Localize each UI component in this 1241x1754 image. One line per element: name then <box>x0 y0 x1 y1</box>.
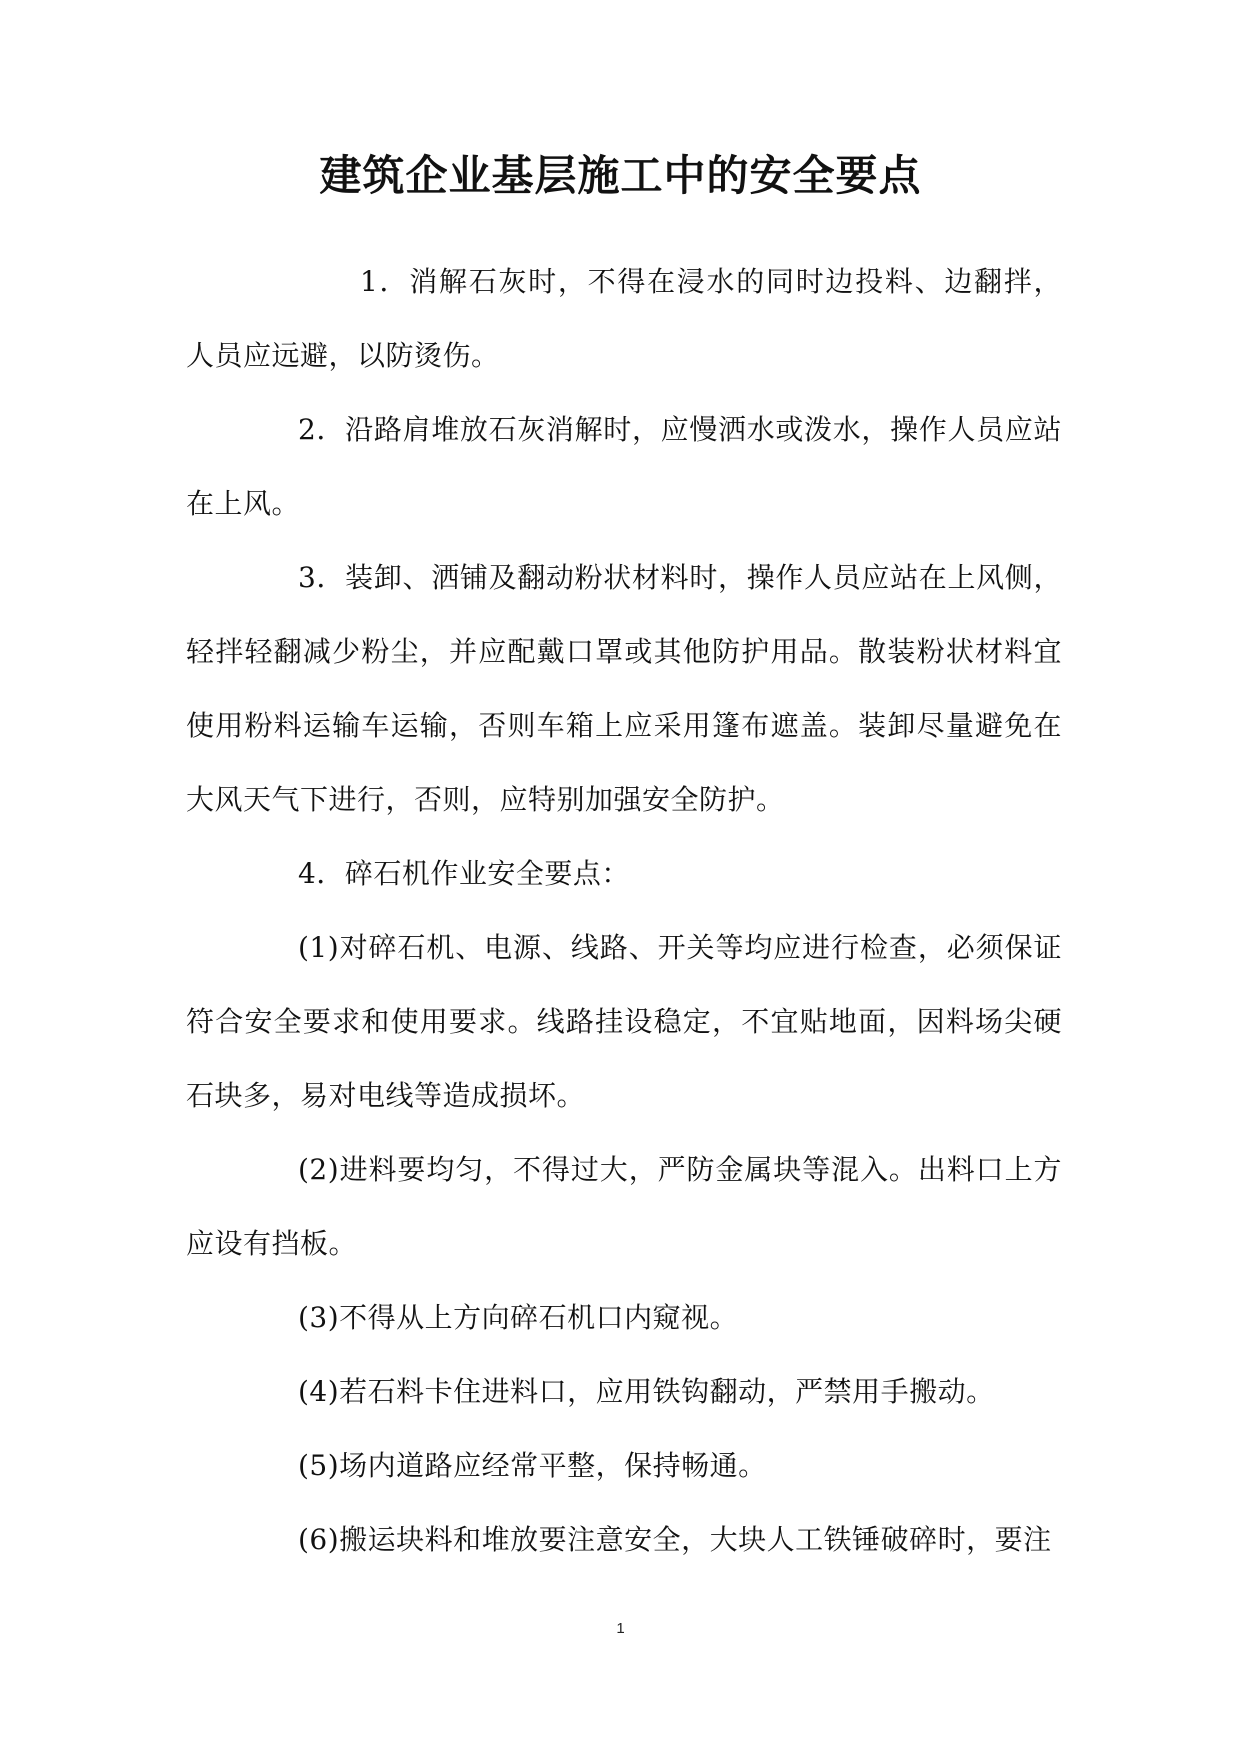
paragraph-4-2: (2)进料要均匀，不得过大，严防金属块等混入。出料口上方应设有挡板。 <box>186 1153 1062 1260</box>
paragraph-4-5: (5)场内道路应经常平整，保持畅通。 <box>298 1449 767 1482</box>
page-number: 1 <box>616 1620 625 1637</box>
paragraph-4-1: (1)对碎石机、电源、线路、开关等均应进行检查，必须保证符合安全要求和使用要求。线路挂设稳定，不宜贴地面，因料场尖硬石块多，易对电线等造成损坏。 <box>186 931 1062 1112</box>
paragraph-4-6: (6)搬运块料和堆放要注意安全，大块人工铁锤破碎时，要注 <box>298 1523 1052 1556</box>
paragraph-3: 3．装卸、洒铺及翻动粉状材料时，操作人员应站在上风侧，轻拌轻翻减少粉尘，并应配戴口罩或其他防护用品。散装粉状材料宜使用粉料运输车运输，否则车箱上应采用篷布遮盖。装卸尽量避免在大风天气下进行，否则，应特别加强安全防护。 <box>186 561 1062 816</box>
paragraph-4-3: (3)不得从上方向碎石机口内窥视。 <box>298 1301 739 1334</box>
paragraph-4: 4．碎石机作业安全要点： <box>298 857 630 890</box>
document-title: 建筑企业基层施工中的安全要点 <box>319 151 922 200</box>
paragraph-2: 2．沿路肩堆放石灰消解时，应慢洒水或泼水，操作人员应站在上风。 <box>186 413 1062 520</box>
document-body <box>186 245 1062 1577</box>
paragraph-1: 1．消解石灰时，不得在浸水的同时边投料、边翻拌，人员应远避，以防烫伤。 <box>186 265 1062 372</box>
paragraph-4-4: (4)若石料卡住进料口，应用铁钩翻动，严禁用手搬动。 <box>298 1375 995 1408</box>
